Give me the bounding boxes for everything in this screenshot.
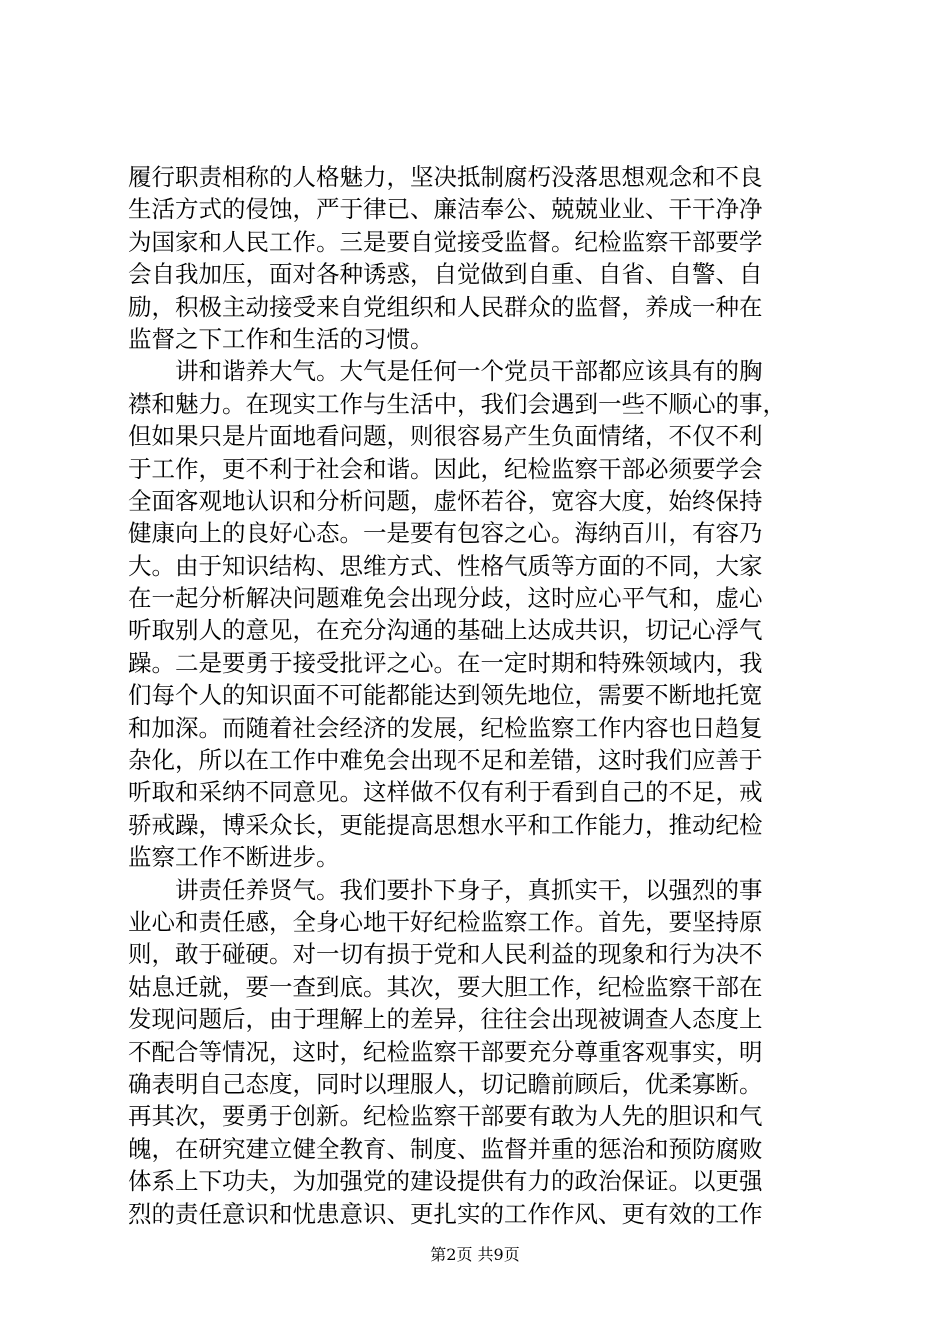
text-line: 杂化，所以在工作中难免会出现不足和差错，这时我们应善于 <box>128 746 763 775</box>
page-footer: 第2页 共9页 <box>430 1245 520 1264</box>
text-line: 不配合等情况，这时，纪检监察干部要充分尊重客观事实，明 <box>128 1037 763 1066</box>
text-line: 魄，在研究建立健全教育、制度、监督并重的惩治和预防腐败 <box>128 1134 763 1163</box>
text-line: 讲责任养贤气。我们要扑下身子，真抓实干，以强烈的事 <box>128 875 763 904</box>
body-text <box>128 161 828 1230</box>
text-line: 业心和责任感，全身心地干好纪检监察工作。首先，要坚持原 <box>128 907 763 936</box>
text-line: 发现问题后，由于理解上的差异，往往会出现被调查人态度上 <box>128 1005 763 1034</box>
text-line: 则，敢于碰硬。对一切有损于党和人民利益的现象和行为决不 <box>128 940 763 969</box>
text-line: 躁。二是要勇于接受批评之心。在一定时期和特殊领域内，我 <box>128 648 763 677</box>
text-line: 听取和采纳不同意见。这样做不仅有利于看到自己的不足，戒 <box>128 778 763 807</box>
text-line: 为国家和人民工作。三是要自觉接受监督。纪检监察干部要学 <box>128 227 763 256</box>
text-line: 烈的责任意识和忧患意识、更扎实的工作作风、更有效的工作 <box>128 1199 763 1228</box>
text-line: 监督之下工作和生活的习惯。 <box>128 324 434 353</box>
text-line: 会自我加压，面对各种诱惑，自觉做到自重、自省、自警、自 <box>128 260 763 289</box>
text-line: 体系上下功夫，为加强党的建设提供有力的政治保证。以更强 <box>128 1167 763 1196</box>
text-line: 们每个人的知识面不可能都能达到领先地位，需要不断地托宽 <box>128 681 763 710</box>
text-line: 全面客观地认识和分析问题，虚怀若谷，宽容大度，始终保持 <box>128 486 763 515</box>
text-line: 襟和魅力。在现实工作与生活中，我们会遇到一些不顺心的事， <box>128 389 786 418</box>
text-line: 健康向上的良好心态。一是要有包容之心。海纳百川，有容乃 <box>128 519 763 548</box>
text-line: 监察工作不断进步。 <box>128 843 340 872</box>
text-line: 在一起分析解决问题难免会出现分歧，这时应心平气和，虚心 <box>128 584 763 613</box>
text-line: 励，积极主动接受来自党组织和人民群众的监督，养成一种在 <box>128 292 763 321</box>
text-line: 于工作，更不利于社会和谐。因此，纪检监察干部必须要学会 <box>128 454 763 483</box>
text-line: 姑息迁就，要一查到底。其次，要大胆工作，纪检监察干部在 <box>128 972 763 1001</box>
text-line: 履行职责相称的人格魅力，坚决抵制腐朽没落思想观念和不良 <box>128 163 763 191</box>
text-line: 确表明自己态度，同时以理服人，切记瞻前顾后，优柔寡断。 <box>128 1069 763 1098</box>
text-line: 讲和谐养大气。大气是任何一个党员干部都应该具有的胸 <box>128 357 763 386</box>
text-line: 再其次，要勇于创新。纪检监察干部要有敢为人先的胆识和气 <box>128 1102 763 1131</box>
text-line: 生活方式的侵蚀，严于律已、廉洁奉公、兢兢业业、干干净净 <box>128 195 763 224</box>
text-line: 大。由于知识结构、思维方式、性格气质等方面的不同，大家 <box>128 551 763 580</box>
text-line: 听取别人的意见，在充分沟通的基础上达成共识，切记心浮气 <box>128 616 763 645</box>
text-line: 和加深。而随着社会经济的发展，纪检监察工作内容也日趋复 <box>128 713 763 742</box>
text-line: 但如果只是片面地看问题，则很容易产生负面情绪，不仅不利 <box>128 422 763 451</box>
text-line: 骄戒躁，博采众长，更能提高思想水平和工作能力，推动纪检 <box>128 810 763 839</box>
